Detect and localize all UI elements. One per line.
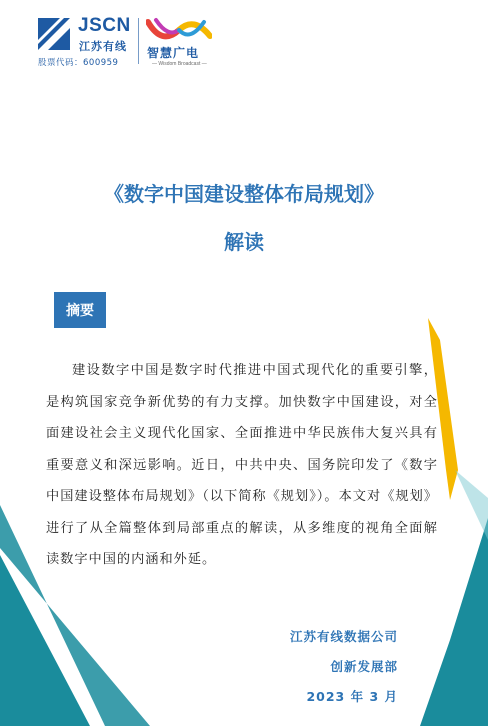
abstract-paragraph: 建设数字中国是数字时代推进中国式现代化的重要引擎，是构筑国家竞争新优势的有力支撑。加快数字中国建设，对全面建设社会主义现代化国家、全面推进中华民族伟大复兴具有重要意义和深远影响。近日，中共中央、国务院印发了《数字中国建设整体布局规划》（以下简称《规划》）。本文对《规划》进行了从全篇整体到局部重点的解读，从多维度的视角全面解读数字中国的内涵和外延。 — [46, 363, 438, 567]
smart-broadcast-tagline: — Wisdom Broadcast — — [152, 61, 207, 67]
jscn-logo-icon — [38, 18, 70, 50]
smart-broadcast-logo-icon — [146, 16, 212, 46]
signature-date: 2023 年 3 月 — [306, 689, 398, 704]
signature-company: 江苏有线数据公司 — [289, 629, 398, 644]
stock-code: 股票代码：600959 — [38, 58, 119, 68]
smart-broadcast-name: 智慧广电 — [147, 46, 200, 60]
right-light-wedge — [455, 470, 488, 540]
document-subtitle: 解读 — [224, 230, 264, 254]
jscn-chinese-name: 江苏有线 — [79, 40, 127, 53]
signature-department: 创新发展部 — [330, 659, 398, 674]
document-title: 《数字中国建设整体布局规划》 — [104, 182, 384, 206]
logo-divider — [138, 18, 139, 64]
jscn-logo-text: JSCN — [78, 15, 131, 36]
abstract-label: 摘要 — [54, 292, 106, 328]
